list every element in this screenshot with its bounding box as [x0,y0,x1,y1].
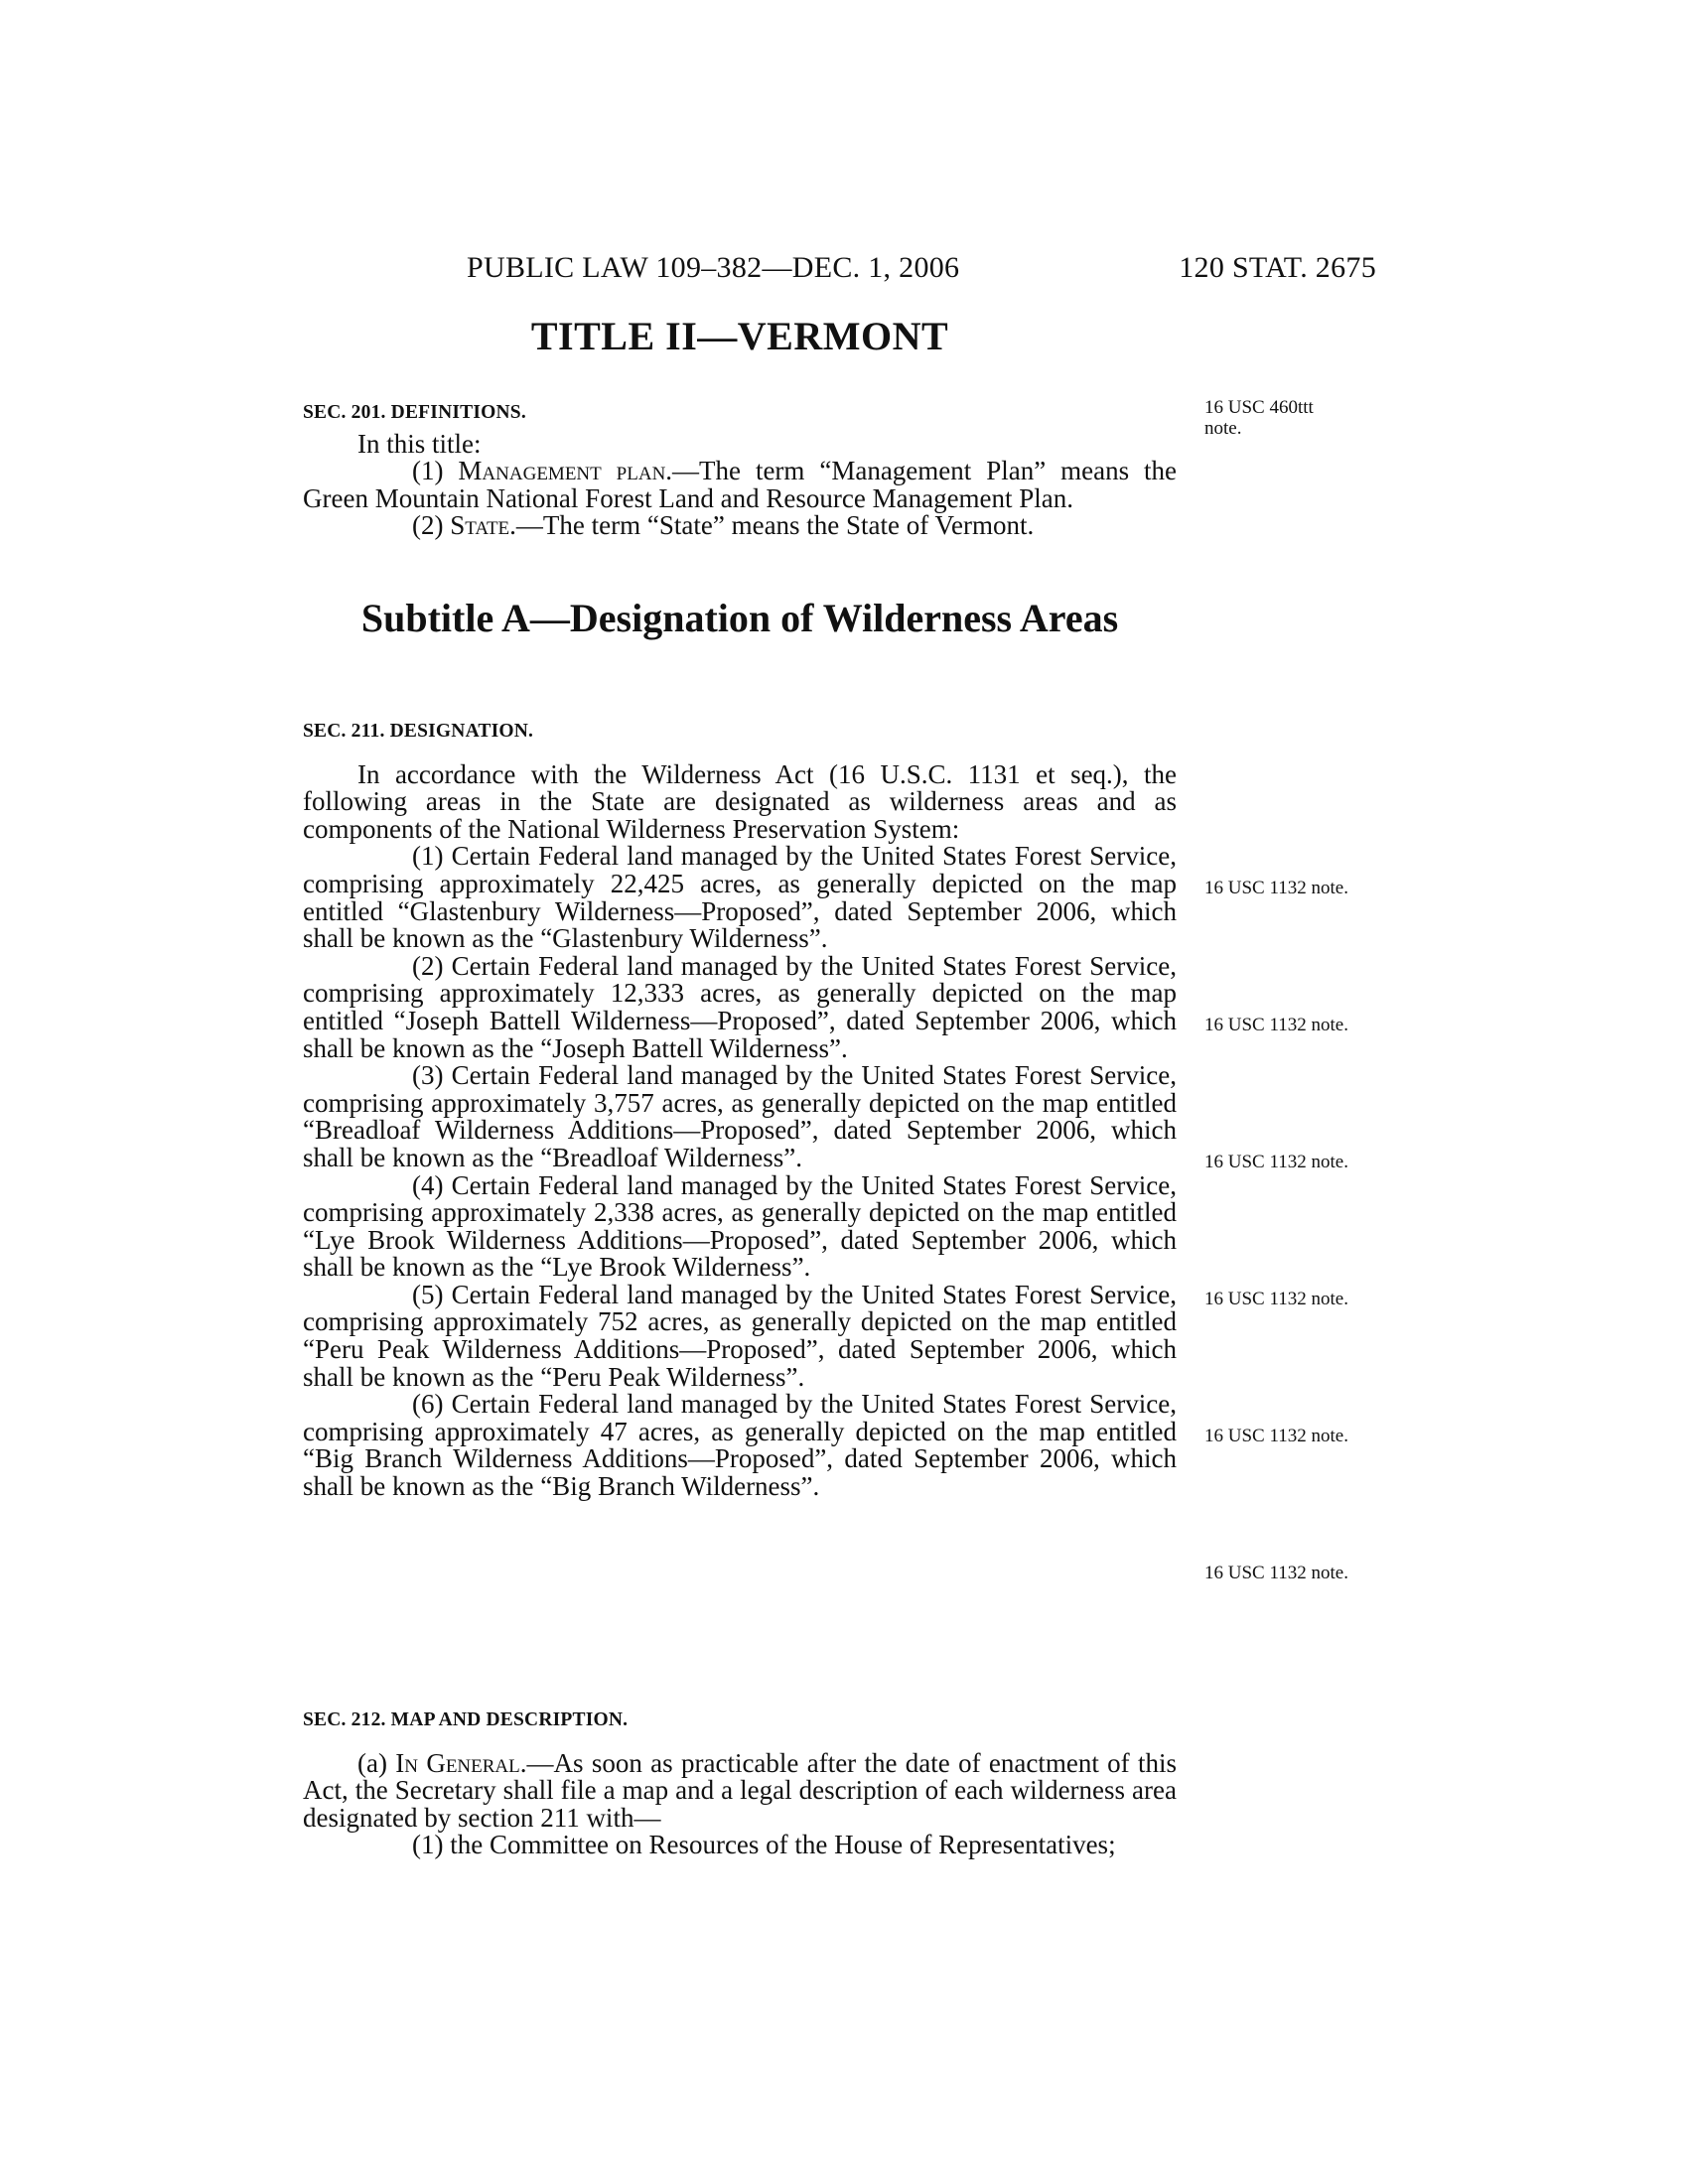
margin-note-item-4: 16 USC 1132 note. [1204,1289,1348,1309]
section-201 [303,399,1177,540]
section-211 [303,718,1177,1501]
margin-note-sec201: 16 USC 460ttt note. [1204,397,1314,439]
definition-text: .—The term “State” means the State of Vermont. [509,510,1035,541]
section-211-heading: SEC. 211. DESIGNATION. [303,721,534,742]
wilderness-item: (4) Certain Federal land managed by the United States Forest Service, comprising approximately 2,338 acres, as generally depicted on the map entitled “Lye Brook Wilderness Additions—Proposed”, dated September 2006, which shall be known as the “Lye Brook Wilderness”. [303,1169,1177,1283]
section-212-item-1: (1) the Committee on Resources of the House of Representatives; [412,1830,1116,1860]
definition-term: Management plan [458,456,666,486]
section-201-heading: SEC. 201. DEFINITIONS. [303,402,526,423]
wilderness-item: (3) Certain Federal land managed by the United States Forest Service, comprising approximately 3,757 acres, as generally depicted on the map entitled “Breadloaf Wilderness Additions—Proposed”, dated September 2006, which shall be known as the “Breadloaf Wilderness”. [303,1060,1177,1172]
wilderness-item: (2) Certain Federal land managed by the United States Forest Service, comprising approximately 12,333 acres, as generally depicted on the map entitled “Joseph Battell Wilderness—Proposed”, dated September 2006, which shall be known as the “Joseph Battell Wilderness”. [303,950,1177,1063]
header-law-citation: PUBLIC LAW 109–382—DEC. 1, 2006 [467,251,960,284]
margin-note-item-3: 16 USC 1132 note. [1204,1152,1348,1172]
margin-note-item-2: 16 USC 1132 note. [1204,1015,1348,1035]
section-212 [303,1706,1177,1859]
subsection-term: In General [395,1747,520,1778]
section-211-intro: In accordance with the Wilderness Act (16 U.S.C. 1131 et seq.), the following areas in the State are designated as wilderness areas and as components of the National Wilderness Preservation System: [303,758,1177,844]
section-212-subsection-a [303,1747,1177,1833]
definition-term: State [450,510,510,541]
running-header [467,251,1376,291]
definition-number: (2) [412,510,451,541]
wilderness-item: (6) Certain Federal land managed by the United States Forest Service, comprising approximately 47 acres, as generally depicted on the map entitled “Big Branch Wilderness Additions—Proposed”, dated September 2006, which shall be known as the “Big Branch Wilderness”. [303,1389,1177,1502]
definition-text: .—The term “Management Plan” means the Green Mountain National Forest Land and Resource Management Plan. [303,456,1177,513]
title-heading: TITLE II—VERMONT [530,314,949,358]
definition-state [303,512,1177,540]
header-stat-page: 120 STAT. 2675 [1179,251,1376,284]
margin-note-item-1: 16 USC 1132 note. [1204,878,1348,898]
wilderness-item: (1) Certain Federal land managed by the United States Forest Service, comprising approximately 22,425 acres, as generally depicted on the map entitled “Glastenbury Wilderness—Proposed”, dated September 2006, which shall be known as the “Glastenbury Wilderness”. [303,841,1177,954]
subtitle-heading: Subtitle A—Designation of Wilderness Areas [360,596,1119,640]
margin-note-item-5: 16 USC 1132 note. [1204,1426,1348,1446]
section-201-intro: In this title: [357,428,482,459]
definition-number: (1) [412,456,459,486]
margin-note-item-6: 16 USC 1132 note. [1204,1563,1348,1583]
section-212-heading: SEC. 212. MAP AND DESCRIPTION. [303,1709,629,1730]
definition-management-plan [303,458,1177,512]
subsection-number: (a) [357,1747,396,1778]
subsection-text: .—As soon as practicable after the date of enactment of this Act, the Secretary shall file a map and a legal description of each wilderness area designated by section 211 with— [303,1747,1177,1833]
wilderness-item: (5) Certain Federal land managed by the United States Forest Service, comprising approximately 752 acres, as generally depicted on the map entitled “Peru Peak Wilderness Additions—Proposed”, dated September 2006, which shall be known as the “Peru Peak Wilderness”. [303,1279,1177,1392]
